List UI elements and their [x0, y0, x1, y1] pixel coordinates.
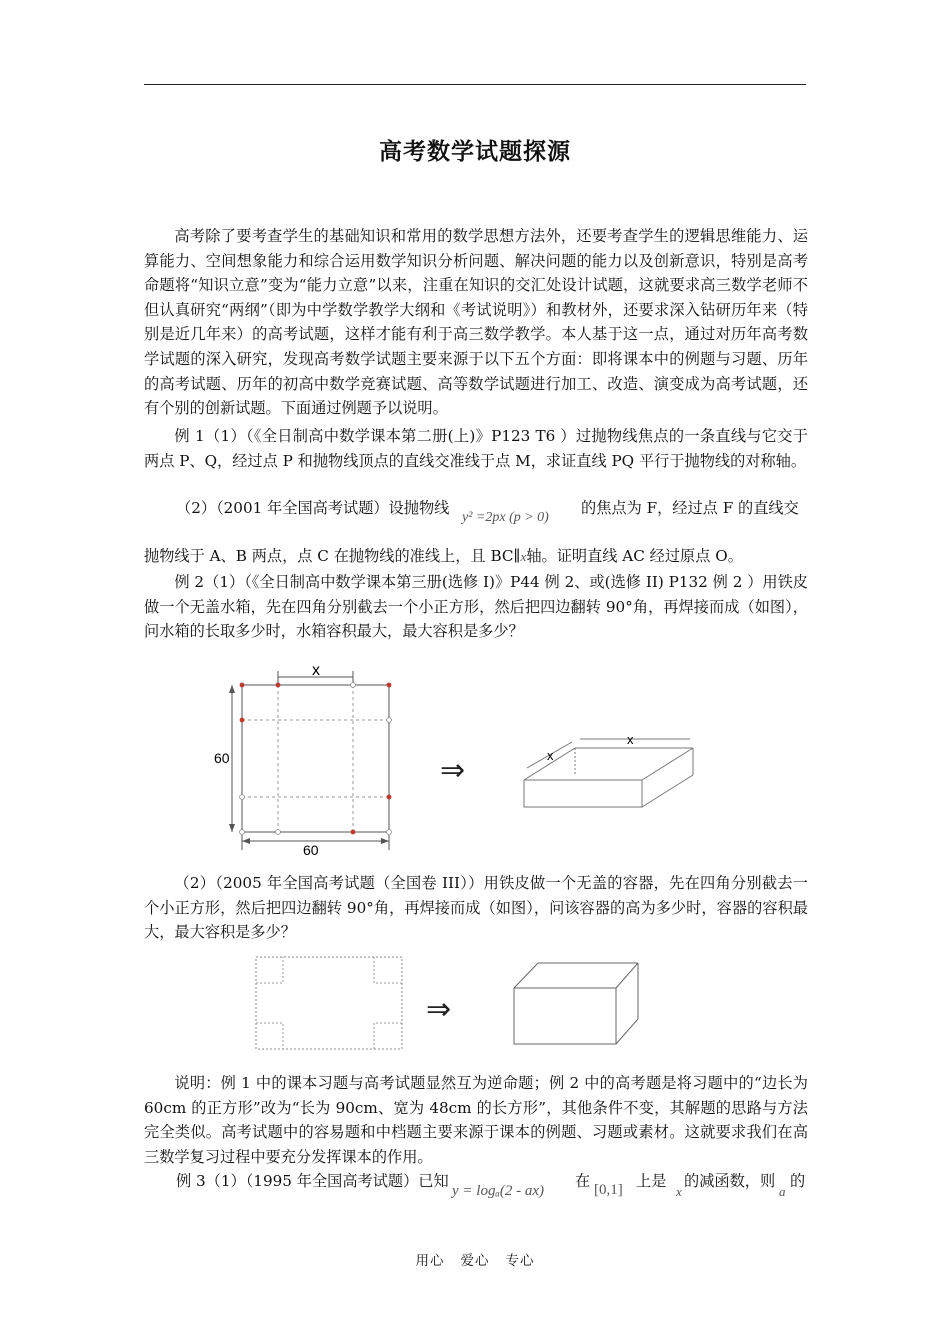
var-x: x	[676, 1184, 682, 1199]
interval: [0,1]	[594, 1182, 623, 1198]
log-formula: y = logₐ(2 - ax)	[452, 1183, 544, 1199]
label-top-x: x	[312, 662, 320, 679]
page-footer: 用心 爱心 专心	[415, 1253, 535, 1269]
container-box-drawing	[514, 963, 638, 1044]
parabola-formula: y² =2px (p > 0)	[462, 510, 549, 525]
vertex-markers	[240, 683, 392, 835]
example-1-part-1: 例 1（1）（《全日制高中数学课本第二册(上)》P123 T6 ）过抛物线焦点的一条直线与它交于两点 P、Q，经过点 P 和抛物线顶点的直线交准线于点 M，求证直线 PQ 平行于抛物线的对称轴。	[144, 427, 808, 470]
example-3-text-e: 的	[790, 1172, 806, 1190]
transform-arrow: ⇒	[440, 754, 466, 787]
header-rule	[144, 84, 806, 85]
rectangle-sheet	[256, 957, 402, 1049]
sheet-outline	[242, 685, 389, 832]
example-3-text-d: 的减函数，则	[684, 1172, 776, 1190]
example-2-part-2: （2）（2005 年全国高考试题（全国卷 III））用铁皮做一个无盖的容器，先在四角分别截去一个小正方形，然后把四边翻转 90°角，再焊接而成（如图），问该容器的高为多少时，容器的容积最大，最大容积是多少？	[144, 874, 808, 942]
intro-paragraph: 高考除了要考查学生的基础知识和常用的数学思想方法外，还要考查学生的逻辑思维能力、运算能力、空间想象能力和综合运用数学知识分析问题、解决问题的能力以及创新意识，特别是高考命题将“知识立意”变为“能力立意”以来，注重在知识的交汇处设计试题，这就要求高三数学老师不但认真研究“两纲”（即为中学数学教学大纲和《考试说明》）和教材外，还要求深入钻研历年来（特别是近几年来）的高考试题，这样才能有利于高三数学教学。本人基于这一点，通过对历年高考数学试题的深入研究，发现高考数学试题主要来源于以下五个方面：即将课本中的例题与习题、历年的高考试题、历年的初高中数学竞赛试题、高等数学试题进行加工、改造、演变成为高考试题，还有个别的创新试题。下面通过例题予以说明。	[144, 227, 808, 418]
explanation-paragraph: 说明：例 1 中的课本习题与高考试题显然互为逆命题；例 2 中的高考题是将习题中的“边长为 60cm 的正方形”改为“长为 90cm、宽为 48cm 的长方形”，其他条件不变，其解题的思路与方法完全类似。高考试题中的容易题和中档题主要来源于课本的例题、习题或素材。这就要求我们在高三数学复习过程中要充分发挥课本的作用。	[144, 1074, 808, 1166]
figure-water-tank	[200, 655, 720, 865]
example-1-part-2-line1: （2）（2001 年全国高考试题）设抛物线	[176, 499, 450, 517]
box-label-x1: x	[627, 732, 634, 747]
var-a: a	[779, 1184, 786, 1199]
example-1-part-2-line2: 抛物线于 A、B 两点，点 C 在抛物线的准线上，且 BC∥x轴。证明直线 AC 经过原点 O。	[144, 547, 743, 565]
example-1-part-2-line1-tail: 的焦点为 F，经过点 F 的直线交	[581, 499, 799, 517]
page-title: 高考数学试题探源	[379, 139, 571, 165]
example-3-text-b: 在	[575, 1172, 591, 1190]
box-label-x2: x	[547, 748, 554, 763]
example-3-text-c: 上是	[636, 1172, 667, 1190]
figure-container	[250, 952, 650, 1054]
example-3-text-a: 例 3（1）（1995 年全国高考试题）已知	[176, 1172, 449, 1190]
label-bottom-60: 60	[303, 842, 319, 858]
label-side-60: 60	[214, 750, 230, 766]
example-2-part-1: 例 2（1）（《全日制高中数学课本第三册(选修 I)》P44 例 2、或(选修 II) P132 例 2 ）用铁皮做一个无盖水箱，先在四角分别截去一个小正方形，然后把四边翻转 90°角，再焊接而成（如图），问水箱的长取多少时，水箱容积最大，最大容积是多少？	[144, 573, 808, 641]
transform-arrow-2: ⇒	[426, 993, 452, 1026]
